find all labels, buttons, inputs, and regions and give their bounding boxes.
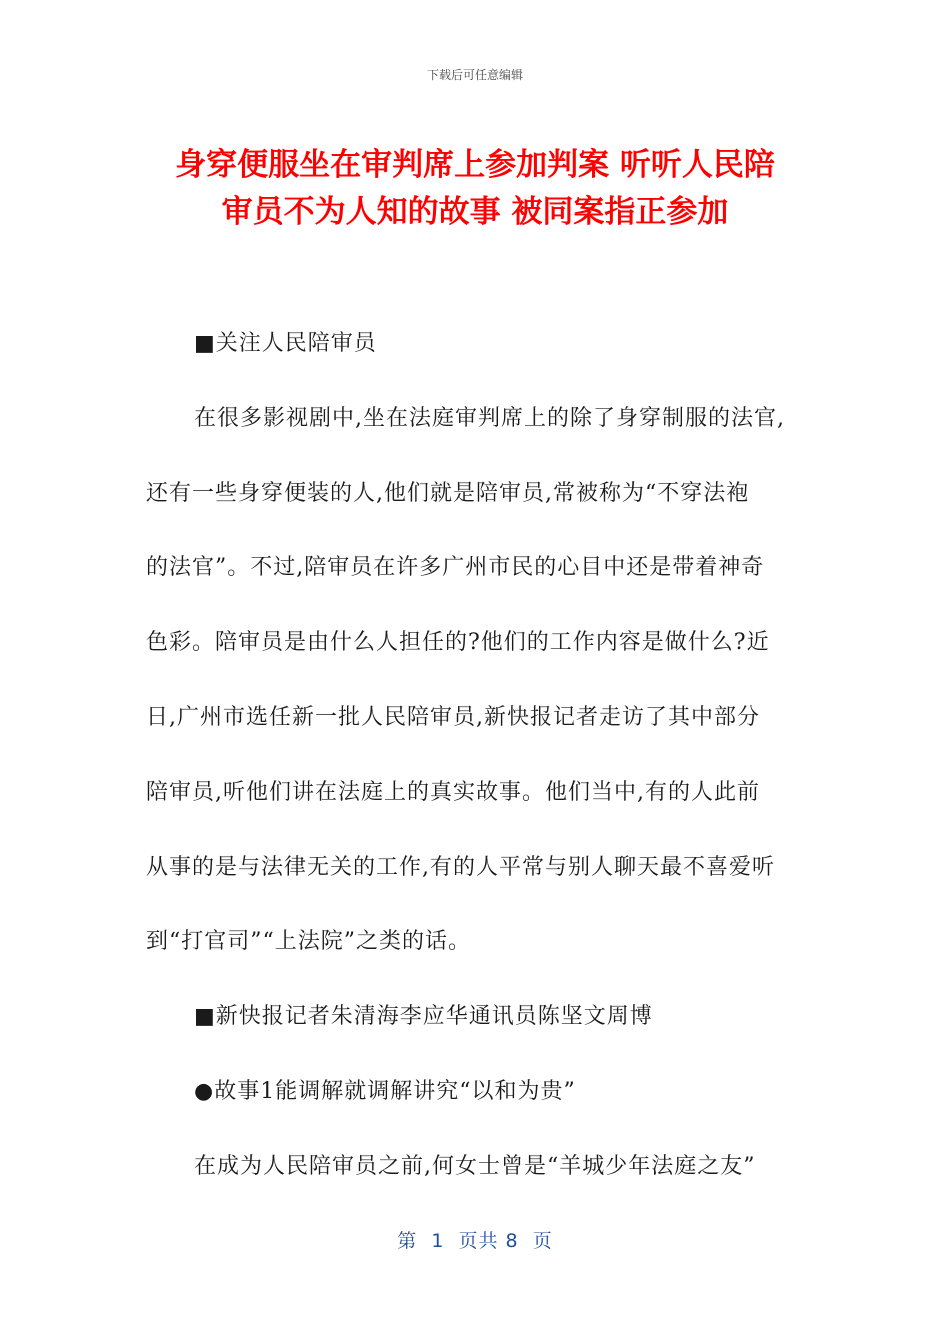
page-number-footer: 第 1 页共 8 页 <box>397 1230 553 1252</box>
title-line-2: 审员不为人知的故事 被同案指正参加 <box>221 194 729 230</box>
paragraph-line: 色彩。陪审员是由什么人担任的?他们的工作内容是做什么?近 <box>146 630 770 656</box>
header-note: 下载后可任意编辑 <box>426 68 523 82</box>
document-body <box>146 322 816 1220</box>
paragraph-line: 到“打官司”“上法院”之类的话。 <box>146 929 471 955</box>
paragraph-line: 还有一些身穿便装的人,他们就是陪审员,常被称为“不穿法袍 <box>146 480 750 506</box>
paragraph-line: 陪审员,听他们讲在法庭上的真实故事。他们当中,有的人此前 <box>146 779 760 805</box>
paragraph-line: 在很多影视剧中,坐在法庭审判席上的除了身穿制服的法官, <box>194 405 785 431</box>
paragraph-line: 从事的是与法律无关的工作,有的人平常与别人聊天最不喜爱听 <box>146 854 775 880</box>
paragraph-line: 的法官”。不过,陪审员在许多广州市民的心目中还是带着神奇 <box>146 555 765 581</box>
paragraph-line: 日,广州市选任新一批人民陪审员,新快报记者走访了其中部分 <box>146 704 760 730</box>
section-heading: ■关注人民陪审员 <box>194 331 377 356</box>
paragraph-line: 在成为人民陪审员之前,何女士曾是“羊城少年法庭之友” <box>194 1153 756 1179</box>
title-line-1: 身穿便服坐在审判席上参加判案 听听人民陪 <box>175 147 775 183</box>
byline: ■新快报记者朱清海李应华通讯员陈坚文周博 <box>194 1004 653 1030</box>
story-heading: ●故事1能调解就调解讲究“以和为贵” <box>194 1078 576 1104</box>
document-title <box>120 142 830 236</box>
